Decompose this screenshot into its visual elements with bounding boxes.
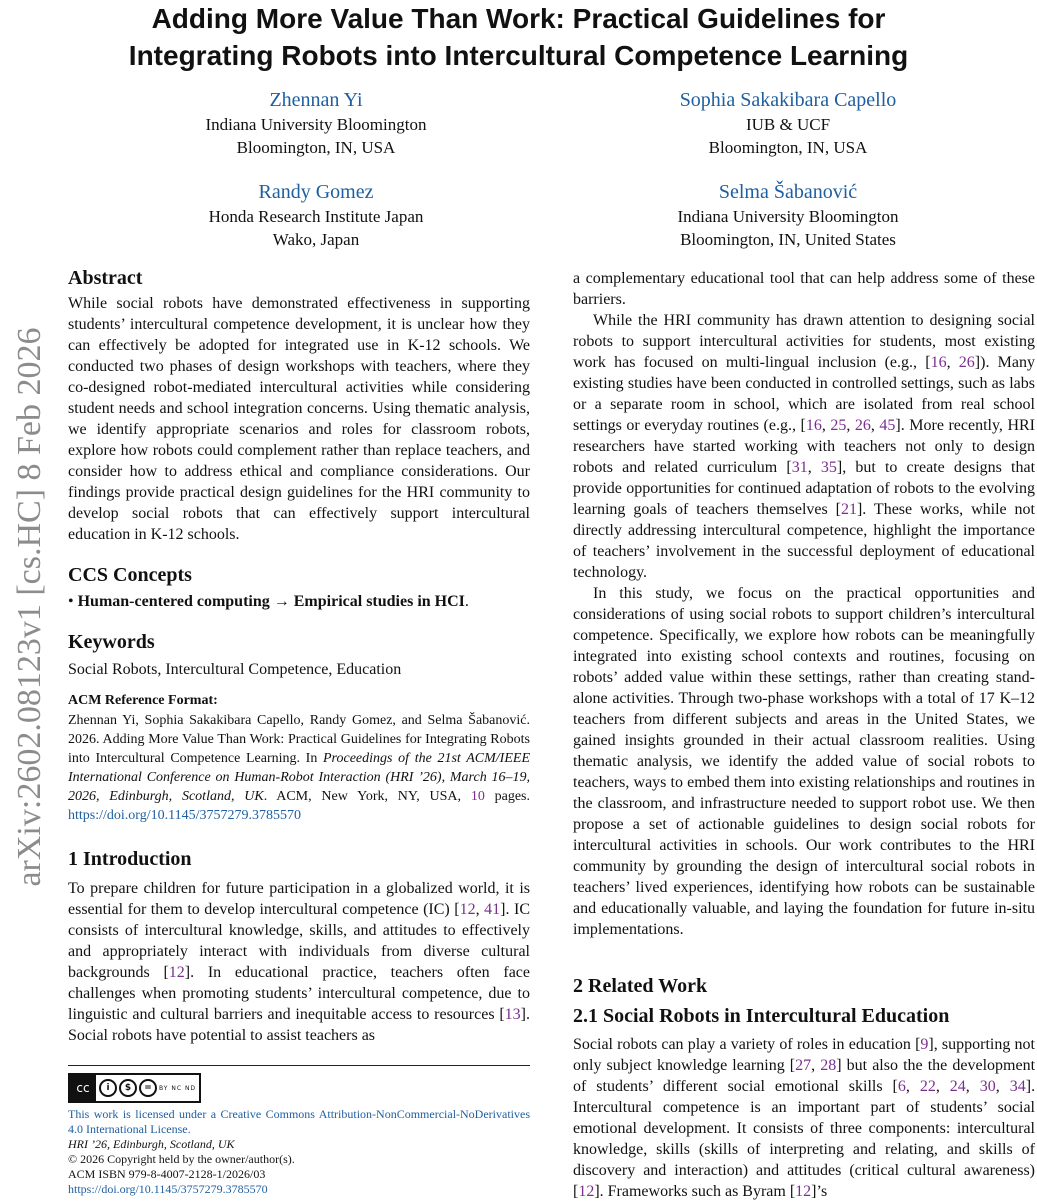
body-text: ]. These works, while not directly addressing intercultural competence, highlight the importance of teachers’ involvement in the successful deployment of educational technology.: [573, 501, 1035, 581]
keywords-text: Social Robots, Intercultural Competence, Education: [68, 661, 402, 678]
author-location: Bloomington, IN, USA: [708, 138, 868, 157]
intro-text: ]. IC consists of intercultural knowledge, skills, and attitudes to effectively and appropriately interact with individuals from diverse cultural backgrounds [: [68, 901, 531, 981]
footnote-isbn: ACM ISBN 979-8-4007-2128-1/2026/03: [68, 1167, 266, 1181]
cc-nd-icon: =: [139, 1079, 157, 1097]
cc-license-icons: [96, 1079, 199, 1097]
author-location: Bloomington, IN, United States: [680, 230, 896, 249]
author-name[interactable]: Zhennan Yi: [269, 89, 363, 111]
right-paragraph-0: a complementary educational tool that can help address some of these barriers.: [573, 270, 1035, 308]
acm-ref-part2: . ACM, New York, NY, USA,: [263, 789, 471, 804]
citation-link[interactable]: 35: [820, 459, 837, 476]
right-paragraph-1: [573, 310, 1035, 583]
acm-ref-doi-link[interactable]: https://doi.org/10.1145/3757279.3785570: [68, 808, 301, 823]
citation-link[interactable]: 9: [920, 1036, 929, 1053]
footnote-block: [68, 1065, 530, 1197]
intro-paragraph: [68, 878, 530, 1046]
right-column: [573, 268, 1035, 1202]
body-text: ]’s: [811, 1183, 828, 1200]
body-text: While the HRI community has drawn attention to designing social robots to support intercultural activities for students, most existing work has focused on multi-lingual inclusion (e.g., [: [573, 312, 1035, 371]
citation-link[interactable]: 12: [168, 964, 185, 981]
citation-link[interactable]: 16: [930, 354, 947, 371]
body-text: ]. Frameworks such as Byram [: [594, 1183, 796, 1200]
author-name[interactable]: Sophia Sakakibara Capello: [679, 89, 897, 111]
body-text: ], but to create designs that provide opportunities for continued adaptation of robots to the evolving learning goals of teachers themselves [: [573, 459, 1036, 518]
citation-link[interactable]: 41: [484, 901, 501, 918]
intro-text: To prepare children for future participation in a globalized world, it is essential for them to develop intercultural competence (IC) [: [68, 880, 530, 918]
abstract-heading: Abstract: [68, 267, 143, 289]
related-work-heading: 2 Related Work: [573, 975, 708, 997]
ccs-bullet: •: [68, 593, 74, 610]
citation-link[interactable]: 12: [459, 901, 476, 918]
body-text: ,: [905, 1078, 920, 1095]
acm-ref-part1: Zhennan Yi, Sophia Sakakibara Capello, Randy Gomez, and Selma Šabanović. 2026. Adding More Value Than Work: Practical Guidelines for Integrating Robots into Intercultural Competence Learning. In: [68, 713, 530, 766]
citation-link[interactable]: 13: [504, 1006, 521, 1023]
acm-ref-venue: Proceedings of the 21st ACM/IEEE International Conference on Human-Robot Interaction (HRI ’26), March 16–19, 2026, Edinburgh, Scotland, UK: [68, 751, 530, 804]
citation-link[interactable]: 45: [879, 417, 896, 434]
citation-link[interactable]: 12: [578, 1183, 595, 1200]
body-text: ]). Many existing studies have been conducted in controlled settings, such as labs or a separate room in school, which are isolated from real school settings or everyday routines (e.g., [: [573, 354, 1036, 434]
citation-link[interactable]: 31: [791, 459, 808, 476]
acm-ref-part3: pages.: [484, 789, 530, 804]
citation-link[interactable]: 24: [949, 1078, 966, 1095]
body-text: ,: [846, 417, 855, 434]
intro-text: ]. Social robots have potential to assist teachers as: [68, 1006, 530, 1044]
paper-title: [0, 0, 1037, 74]
body-text: ] but also the the development of students’ different social emotional skills [: [573, 1057, 1036, 1095]
author-block-1: [106, 87, 526, 159]
footnote-doi-link[interactable]: https://doi.org/10.1145/3757279.3785570: [68, 1182, 268, 1196]
author-affiliation: Honda Research Institute Japan: [208, 207, 424, 226]
arxiv-stamp: arXiv:2602.08123v1 [cs.HC] 8 Feb 2026: [11, 327, 48, 887]
title-line-1: Adding More Value Than Work: Practical Guidelines for: [151, 3, 886, 34]
subsection-heading: 2.1 Social Robots in Intercultural Education: [573, 1005, 950, 1027]
author-block-2: [578, 87, 998, 159]
license-link[interactable]: This work is licensed under a Creative Commons Attribution-NonCommercial-NoDerivatives 4.0 International License.: [68, 1107, 530, 1136]
citation-link[interactable]: 28: [820, 1057, 837, 1074]
citation-link[interactable]: 34: [1009, 1078, 1026, 1095]
cc-by-icon: i: [99, 1079, 117, 1097]
author-block-3: [106, 179, 526, 251]
keywords-heading: Keywords: [68, 631, 155, 653]
body-text: ,: [811, 1057, 821, 1074]
author-name[interactable]: Randy Gomez: [258, 181, 374, 203]
intro-heading: 1 Introduction: [68, 848, 192, 870]
author-affiliation: IUB & UCF: [745, 115, 831, 134]
author-affiliation: Indiana University Bloomington: [205, 115, 427, 134]
author-name[interactable]: Selma Šabanović: [718, 181, 858, 203]
ccs-concepts: [68, 591, 530, 612]
creative-commons-icon[interactable]: [68, 1073, 201, 1103]
citation-link[interactable]: 26: [958, 354, 975, 371]
intro-text: ,: [475, 901, 485, 918]
author-location: Wako, Japan: [272, 230, 360, 249]
abstract-text: While social robots have demonstrated effectiveness in supporting students’ intercultural competence development, it is unclear how they can effectively be adopted for integrated use in K-12 schools. We conducted two phases of design workshops with teachers, where they co-designed robot-mediated intercultural activities while considering student needs and school integration concerns. Using thematic analysis, we identify appropriate scenarios and roles for classroom robots, explore how robots could complement rather than replace teachers, and consider how to address ethical and compliance considerations. Our findings provide practical design guidelines for the HRI community to develop social robots that can effectively support intercultural education in K-12 schools.: [68, 295, 530, 543]
body-text: ,: [995, 1078, 1010, 1095]
acm-ref-pages[interactable]: 10: [470, 789, 485, 804]
citation-link[interactable]: 12: [795, 1183, 812, 1200]
author-location: Bloomington, IN, USA: [236, 138, 396, 157]
citation-link[interactable]: 6: [897, 1078, 906, 1095]
acm-ref-text: [68, 711, 530, 825]
ccs-period: .: [464, 593, 469, 610]
body-text: ,: [807, 459, 821, 476]
citation-link[interactable]: 27: [795, 1057, 812, 1074]
title-line-2: Integrating Robots into Intercultural Competence Learning: [128, 40, 909, 71]
citation-link[interactable]: 16: [805, 417, 822, 434]
author-block-4: [578, 179, 998, 251]
body-text: ,: [821, 417, 831, 434]
cc-nc-icon: $: [119, 1079, 137, 1097]
citation-link[interactable]: 26: [854, 417, 871, 434]
left-column: [68, 266, 530, 1046]
footnote-venue: HRI ’26, Edinburgh, Scotland, UK: [68, 1137, 235, 1151]
cc-sub-label: BY NC ND: [159, 1084, 197, 1092]
cc-label: cc: [70, 1075, 96, 1101]
body-text: ,: [870, 417, 880, 434]
body-text: ], supporting not only subject knowledge learning [: [573, 1036, 1035, 1074]
intro-text: ]. In educational practice, teachers often face challenges when promoting students’ intercultural competence, due to linguistic and cultural barriers and inequitable access to resources [: [68, 964, 530, 1023]
right-paragraph-2: In this study, we focus on the practical opportunities and considerations of using social robots to support children’s intercultural competence. Specifically, we explore how robots can be meaningfully integrated into existing school contexts and routines, focusing on robots’ added value within these settings, rather than creating stand-alone activities. Through two-phase workshops with a total of 17 K–12 teachers from different subjects and areas in the United States, we gained insights grounded in their actual classroom realities. Using thematic analysis, we identify the added value of social robots to teachers, ways to embed them into existing relationships and routines in the classroom, and infrastructure needed to support robot use. We then propose a set of actionable guidelines to design social robots for intercultural activities in schools. Our work contributes to the HRI community by grounding the design of intercultural social robots in teachers’ lived experiences, identifying how robots can be sustainable and educationally valuable, and laying the foundation for future in-situ implementations.: [573, 585, 1035, 938]
right-paragraph-3: [573, 1034, 1035, 1202]
acm-ref-heading: ACM Reference Format:: [68, 693, 218, 708]
body-text: ]. More recently, HRI researchers have started working with teachers not only to design robots and related curriculum [: [573, 417, 1036, 476]
body-text: ,: [935, 1078, 950, 1095]
citation-link[interactable]: 22: [919, 1078, 936, 1095]
body-text: ]. Intercultural competence is an important part of students’ social emotional development. It consists of three components: intercultural knowledge, skills (skills of interpreting and relating, and skills of discovery and interaction) and attitudes (critical cultural awareness) [: [573, 1078, 1036, 1200]
citation-link[interactable]: 21: [840, 501, 857, 518]
citation-link[interactable]: 30: [979, 1078, 996, 1095]
body-text: ,: [965, 1078, 980, 1095]
ccs-heading: CCS Concepts: [68, 564, 192, 586]
body-text: Social robots can play a variety of roles in education [: [573, 1036, 921, 1053]
body-text: ,: [946, 354, 959, 371]
footnote-copyright: © 2026 Copyright held by the owner/author(s).: [68, 1152, 295, 1166]
citation-link[interactable]: 25: [830, 417, 847, 434]
author-affiliation: Indiana University Bloomington: [677, 207, 899, 226]
ccs-item: Human-centered computing → Empirical studies in HCI: [77, 593, 465, 610]
